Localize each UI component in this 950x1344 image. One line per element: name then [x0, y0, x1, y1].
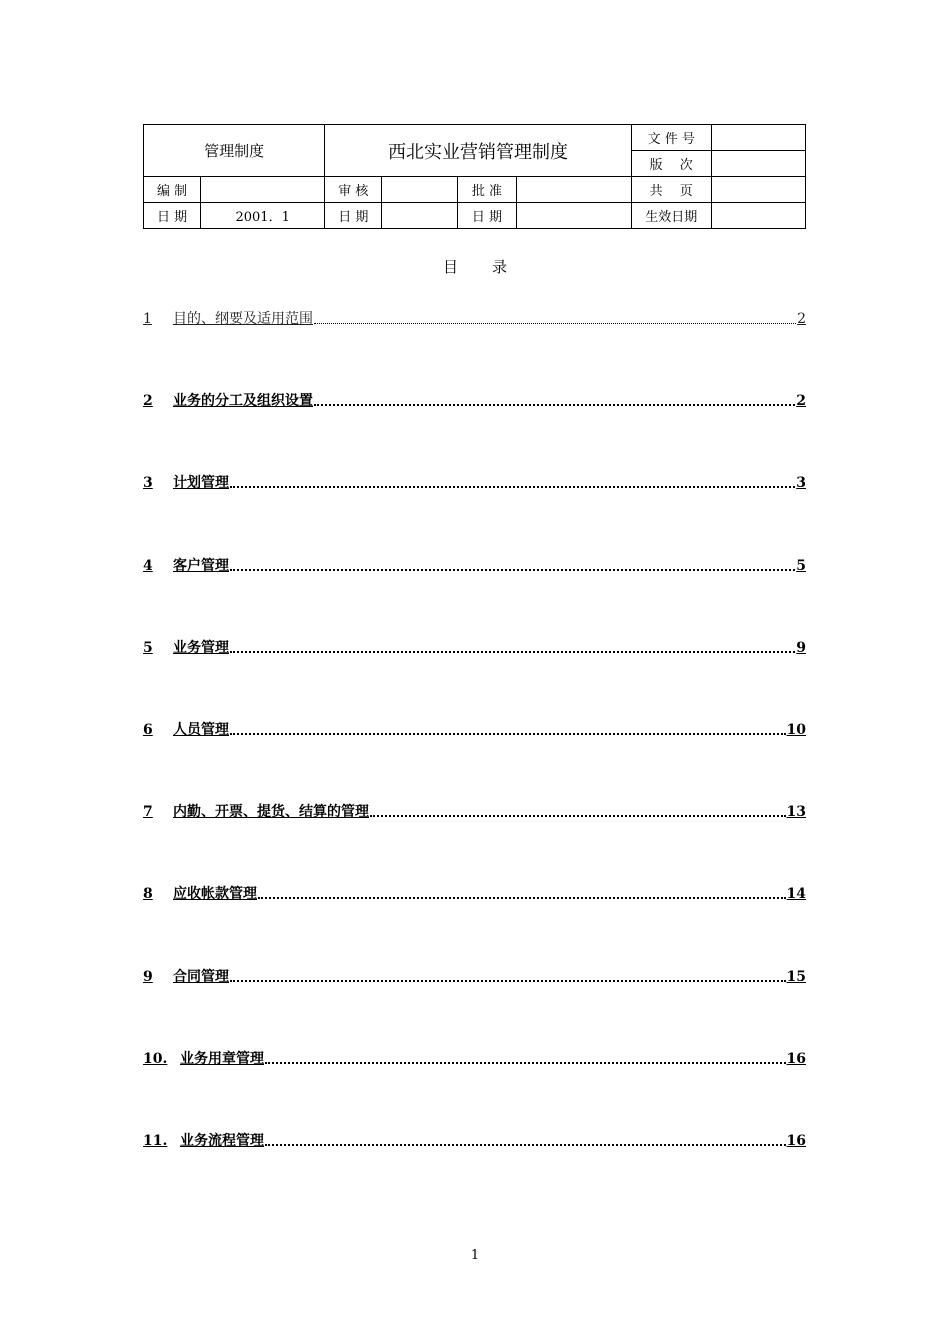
- review-value: [382, 177, 458, 203]
- toc-entry[interactable]: [143, 637, 806, 657]
- toc-heading: 目录: [442, 258, 541, 276]
- toc-entry-page: 2: [796, 393, 806, 410]
- toc-entry-number: 2: [143, 393, 153, 410]
- toc-entry[interactable]: [143, 966, 806, 986]
- toc-entry-label: 客户管理: [173, 557, 229, 574]
- pages-label: 共 页: [631, 177, 711, 203]
- toc-leader-dots: [230, 979, 786, 982]
- toc-entry-number: 4: [143, 557, 153, 574]
- toc-entry[interactable]: [143, 883, 806, 903]
- approve-date-value: [516, 203, 631, 229]
- toc-entry-page: 3: [796, 475, 806, 492]
- approve-label: 批 准: [458, 177, 516, 203]
- toc-entry-label: 内勤、开票、提货、结算的管理: [173, 804, 369, 821]
- toc-entry-label: 人员管理: [173, 722, 229, 738]
- toc-leader-dots: [265, 1061, 786, 1064]
- toc-entry[interactable]: [143, 390, 806, 410]
- file-no-value: [711, 125, 805, 151]
- toc-entry-page: 2: [797, 311, 806, 327]
- toc-entry[interactable]: [143, 1130, 806, 1150]
- header-category: 管理制度: [144, 125, 325, 177]
- toc-entry-number: 3: [143, 475, 153, 492]
- toc-entry[interactable]: [143, 308, 806, 328]
- toc-entry[interactable]: [143, 719, 806, 739]
- toc-entry-page: 16: [786, 1050, 806, 1067]
- approve-date-label: 日 期: [458, 203, 516, 229]
- toc-entry-number: 9: [143, 968, 153, 985]
- toc-entry-label: 计划管理: [173, 475, 229, 492]
- date-value: 2001．1: [201, 203, 325, 229]
- toc-leader-dots: [230, 568, 795, 571]
- review-date-value: [382, 203, 458, 229]
- effective-date-label: 生效日期: [631, 203, 711, 229]
- toc-entry-number: 5: [143, 639, 153, 656]
- toc-entry-label: 业务用章管理: [180, 1050, 264, 1067]
- toc-leader-dots: [230, 732, 786, 735]
- toc-entry-number: 1: [143, 311, 152, 327]
- toc-entry-page: 16: [786, 1133, 806, 1149]
- toc-entry-label: 业务管理: [173, 639, 229, 656]
- toc-entry-label: 合同管理: [173, 968, 229, 985]
- pages-value: [711, 177, 805, 203]
- compiled-label: 编 制: [144, 177, 201, 203]
- approve-value: [516, 177, 631, 203]
- document-header-table: [143, 124, 806, 229]
- effective-date-value: [711, 203, 805, 229]
- toc-entry[interactable]: [143, 555, 806, 575]
- date-label: 日 期: [144, 203, 201, 229]
- toc-entry[interactable]: [143, 1048, 806, 1068]
- version-value: [711, 151, 805, 177]
- toc-entry-page: 15: [786, 968, 806, 985]
- toc-leader-dots: [370, 814, 786, 817]
- header-title: 西北实业营销管理制度: [325, 125, 631, 177]
- toc-leader-dots: [230, 485, 795, 488]
- toc-entry-number: 11.: [143, 1133, 168, 1149]
- toc-entry-number: 7: [143, 804, 153, 821]
- review-label: 审 核: [325, 177, 382, 203]
- toc-entry-number: 10.: [143, 1050, 168, 1067]
- toc-entry-label: 目的、纲要及适用范围: [173, 311, 313, 327]
- page-number: 1: [470, 1248, 480, 1263]
- toc-entry-page: 13: [786, 804, 806, 821]
- toc-entry-page: 9: [796, 639, 806, 656]
- toc-entry-label: 业务的分工及组织设置: [173, 393, 313, 410]
- review-date-label: 日 期: [325, 203, 382, 229]
- toc-leader-dots: [258, 896, 786, 899]
- toc-leader-dots: [314, 403, 795, 406]
- toc-entry-label: 应收帐款管理: [173, 886, 257, 903]
- toc-entry-page: 10: [786, 722, 806, 738]
- toc-entry-number: 6: [143, 722, 153, 738]
- compiled-value: [201, 177, 325, 203]
- toc-leader-dots: [230, 650, 795, 653]
- toc-leader-dots: [265, 1143, 786, 1146]
- version-label: 版 次: [631, 151, 711, 177]
- toc-entry-number: 8: [143, 886, 153, 903]
- toc-entry-page: 5: [796, 557, 806, 574]
- toc-entry[interactable]: [143, 801, 806, 821]
- file-no-label: 文 件 号: [631, 125, 711, 151]
- toc-entry[interactable]: [143, 472, 806, 492]
- toc-entry-label: 业务流程管理: [180, 1133, 264, 1149]
- toc-entry-page: 14: [786, 886, 806, 903]
- toc-leader-dots: [314, 322, 796, 324]
